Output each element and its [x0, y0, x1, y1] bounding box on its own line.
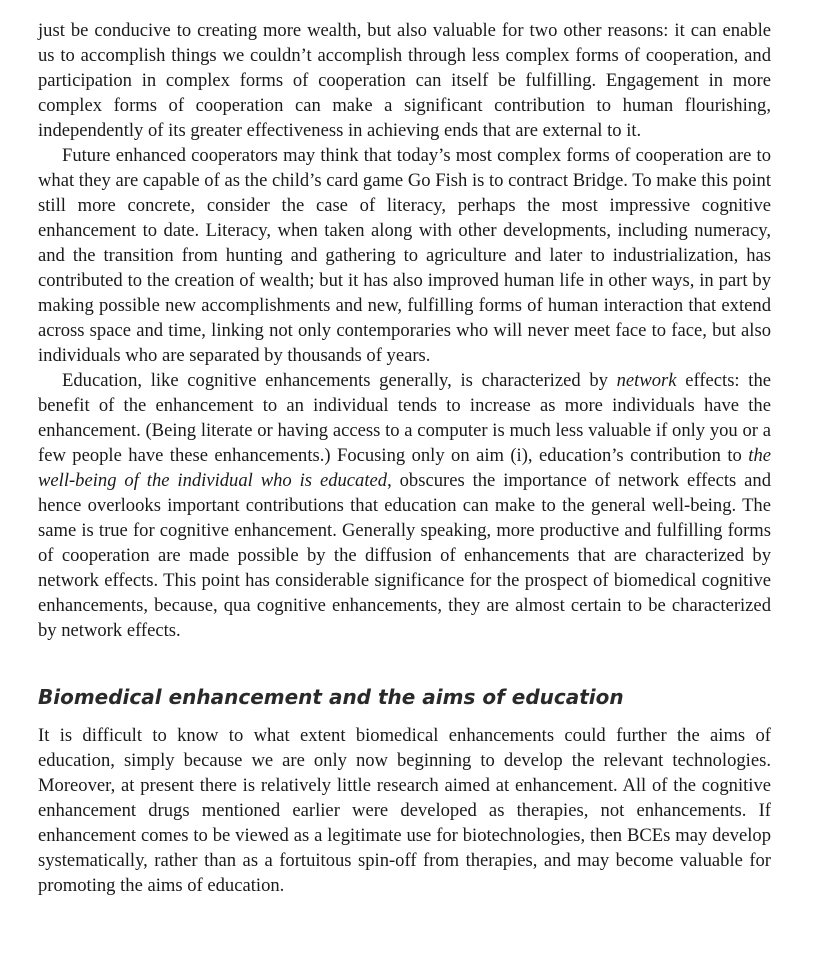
paragraph-text: Future enhanced cooperators may think that today’s most complex forms of cooperation are to what they are capable of as the child’s card game Go Fish is to contract Bridge. To make this point still more concrete, consider the case of literacy, perhaps the most impressive cognitive enhancement to date. Literacy, when taken along with other developments, including numeracy, and the transition from hunting and gathering to agriculture and later to industrialization, has contributed to the creation of wealth; but it has also improved human life in other ways, in part by making possible new accomplishments and new, fulfilling forms of human interaction that extend across space and time, linking not only contemporaries who will never meet face to face, but also individuals who are separated by thousands of years. [38, 145, 771, 366]
paragraph-text: effects: the benefit of the enhancement to an individual tends to increase as more individuals have the enhancement. (Being literate or having access to a computer is much less valuable if only you or a few people have these enhancements.) Focusing only on aim (i), education’s contribution to [38, 370, 771, 466]
paragraph-p3 [38, 368, 771, 643]
italic-text: the well-being of the individual who is educated [38, 445, 771, 491]
paragraph-p1 [38, 18, 771, 143]
body-paragraphs [38, 18, 771, 643]
section-paragraphs [38, 723, 771, 898]
paragraph-text: Education, like cognitive enhancements generally, is characterized by [62, 370, 617, 391]
paragraph-p2 [38, 143, 771, 368]
paragraph-text: just be conducive to creating more wealth, but also valuable for two other reasons: it can enable us to accomplish things we couldn’t accomplish through less complex forms of cooperation, and participation in complex forms of cooperation can itself be fulfilling. Engagement in more complex forms of cooperation can make a significant contribution to human flourishing, independently of its greater effectiveness in achieving ends that are external to it. [38, 20, 771, 141]
italic-text: network [616, 370, 677, 391]
paragraph-p4 [38, 723, 771, 898]
paragraph-text: , obscures the importance of network effects and hence overlooks important contributions that education can make to the general well-being. The same is true for cognitive enhancement. Generally speaking, more productive and fulfilling forms of cooperation are made possible by the diffusion of enhancements that are characterized by network effects. This point has considerable significance for the prospect of biomedical cognitive enhancements, because, qua cognitive enhancements, they are almost certain to be characterized by network effects. [38, 470, 771, 641]
paragraph-text: It is difficult to know to what extent biomedical enhancements could further the aims of education, simply because we are only now beginning to develop the relevant technologies. Moreover, at present there is relatively little research aimed at enhancement. All of the cognitive enhancement drugs mentioned earlier were developed as therapies, not enhancements. If enhancement comes to be viewed as a legitimate use for biotechnologies, then BCEs may develop systematically, rather than as a fortuitous spin-off from therapies, and may become valuable for promoting the aims of education. [38, 725, 771, 896]
document-page [38, 18, 771, 898]
section-heading: Biomedical enhancement and the aims of education [38, 685, 624, 709]
